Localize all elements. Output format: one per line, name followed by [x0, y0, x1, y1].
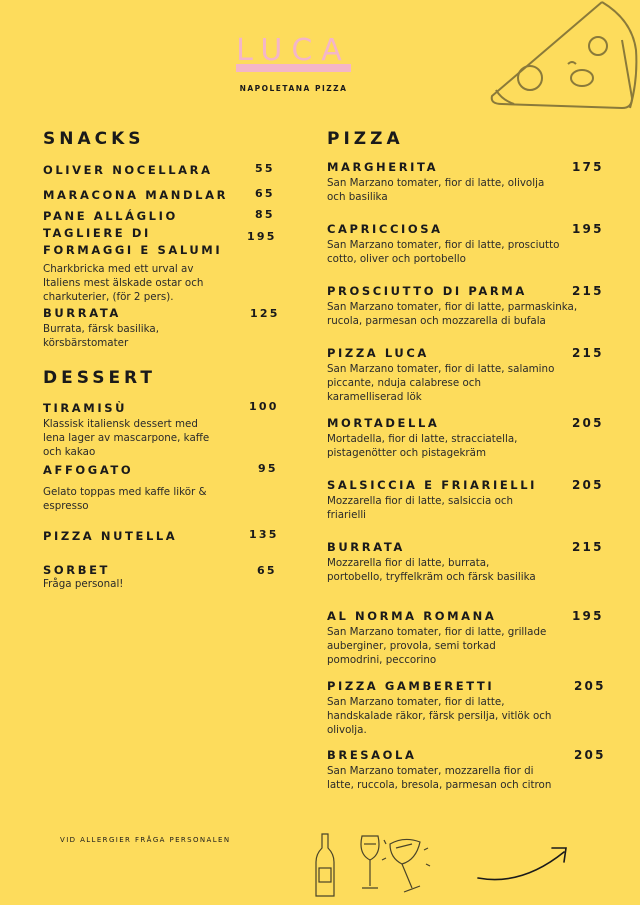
dessert-heading: DESSERT — [43, 368, 156, 388]
item-price: 65 — [257, 564, 277, 577]
logo-text: LUCA — [236, 33, 351, 68]
item-name: TIRAMISÙ — [43, 401, 128, 415]
arrow-icon — [472, 840, 572, 885]
item-name: PIZZA NUTELLA — [43, 529, 178, 543]
pizza-slice-icon — [482, 0, 640, 116]
item-price: 205 — [574, 748, 606, 762]
item-description: San Marzano tomater, mozzarella fior di latte, ruccola, bresola, parmesan och citron — [327, 765, 552, 791]
menu-item — [43, 305, 243, 350]
item-name: SORBET — [43, 563, 110, 577]
item-description: Fråga personal! — [43, 578, 124, 590]
item-price: 215 — [572, 346, 604, 360]
item-price: 95 — [258, 462, 278, 475]
item-description: San Marzano tomater, fior di latte, parmaskinka, rucola, parmesan och mozzarella di bufala — [327, 301, 578, 327]
item-price: 175 — [572, 160, 604, 174]
item-name: MARGHERITA — [327, 160, 439, 174]
item-description: San Marzano tomater, fior di latte, prosciutto cotto, oliver och portobello — [327, 239, 560, 265]
item-price: 135 — [249, 528, 279, 541]
item-description: Charkbricka med ett urval av Italiens mest älskade ostar och charkuterier, (för 2 pers). — [43, 263, 204, 303]
menu-item — [43, 462, 243, 513]
tagline: NAPOLETANA PIZZA — [239, 84, 348, 93]
menu-item — [327, 221, 582, 266]
menu-item — [43, 563, 243, 591]
menu-item — [327, 345, 567, 404]
item-name: SALSICCIA E FRIARIELLI — [327, 478, 538, 492]
allergy-note: VID ALLERGIER FRÅGA PERSONALEN — [60, 836, 231, 844]
menu-item — [43, 187, 253, 204]
item-name: BURRATA — [327, 540, 405, 554]
item-description: San Marzano tomater, fior di latte, grillade auberginer, provola, semi torkad pomodrini, peccorino — [327, 626, 547, 666]
item-price: 195 — [247, 230, 277, 243]
menu-item — [327, 477, 572, 522]
item-name: BURRATA — [43, 306, 121, 320]
menu-item — [327, 678, 567, 737]
item-name: PANE ALLÁGLIO — [43, 209, 178, 223]
menu-item — [43, 162, 243, 179]
item-price: 65 — [255, 187, 275, 200]
item-name: CAPRICCIOSA — [327, 222, 443, 236]
item-name: MARACONA MANDLAR — [43, 188, 229, 202]
item-name: MORTADELLA — [327, 416, 440, 430]
item-price: 215 — [572, 284, 604, 298]
menu-item — [43, 400, 243, 459]
item-name: OLIVER NOCELLARA — [43, 163, 213, 177]
pizza-heading: PIZZA — [327, 129, 404, 149]
menu-item — [327, 283, 582, 328]
menu-item — [43, 208, 243, 225]
item-description: Gelato toppas med kaffe likör & espresso — [43, 486, 207, 512]
menu-item — [327, 608, 567, 667]
item-name: TAGLIERE DI FORMAGGI E SALUMI — [43, 226, 223, 257]
item-price: 85 — [255, 208, 275, 221]
item-name: AFFOGATO — [43, 463, 134, 477]
menu-item — [327, 159, 567, 204]
item-name: PROSCIUTTO DI PARMA — [327, 284, 527, 298]
item-description: Mozzarella fior di latte, salsiccia och friarielli — [327, 495, 514, 521]
menu-item — [327, 539, 567, 584]
item-price: 205 — [572, 416, 604, 430]
item-price: 100 — [249, 400, 279, 413]
item-description: Mozzarella fior di latte, burrata, portobello, tryffelkräm och färsk basilika — [327, 557, 536, 583]
wine-bottle-glasses-icon — [312, 830, 442, 900]
menu-item — [327, 747, 567, 792]
item-price: 215 — [572, 540, 604, 554]
item-price: 55 — [255, 162, 275, 175]
item-description: Burrata, färsk basilika, körsbärstomater — [43, 323, 160, 349]
item-price: 195 — [572, 222, 604, 236]
item-description: San Marzano tomater, fior di latte, salamino piccante, nduja calabrese och karamelliserad lök — [327, 363, 555, 403]
item-description: San Marzano tomater, fior di latte, olivolja och basilika — [327, 177, 545, 203]
menu-item — [43, 225, 243, 304]
item-description: Mortadella, fior di latte, stracciatella, pistagenötter och pistagekräm — [327, 433, 518, 459]
item-name: PIZZA GAMBERETTI — [327, 679, 495, 693]
item-name: BRESAOLA — [327, 748, 417, 762]
snacks-heading: SNACKS — [43, 129, 145, 149]
item-price: 205 — [574, 679, 606, 693]
menu-item — [327, 415, 567, 460]
menu-item — [43, 528, 243, 545]
item-price: 205 — [572, 478, 604, 492]
item-name: PIZZA LUCA — [327, 346, 429, 360]
item-description: San Marzano tomater, fior di latte, handskalade räkor, färsk persilja, vitlök och olivolja. — [327, 696, 552, 736]
item-name: AL NORMA ROMANA — [327, 609, 497, 623]
item-price: 125 — [250, 307, 280, 320]
item-description: Klassisk italiensk dessert med lena lager av mascarpone, kaffe och kakao — [43, 418, 210, 458]
item-price: 195 — [572, 609, 604, 623]
